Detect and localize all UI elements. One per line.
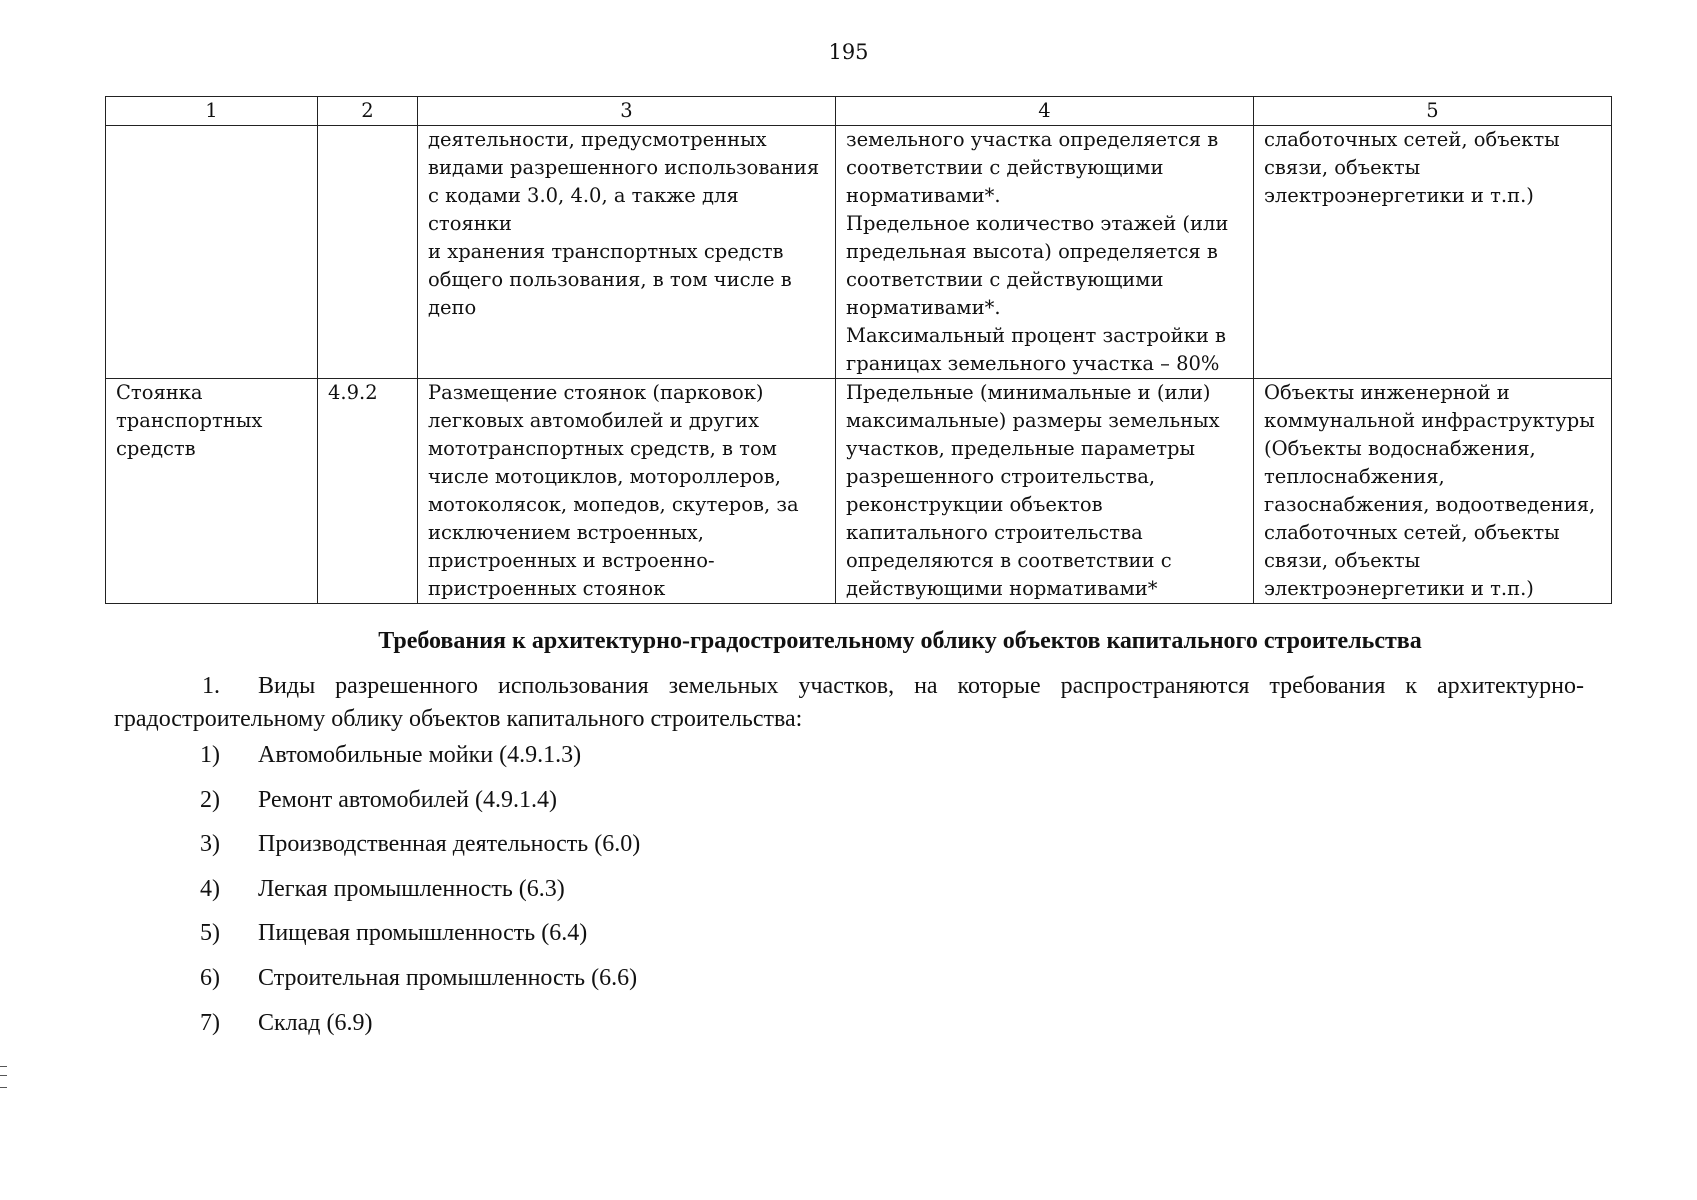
list-item-number: 3) xyxy=(200,831,220,858)
section-heading: Требования к архитектурно-градостроительному облику объектов капитального строительства xyxy=(378,628,1422,654)
list-item-number: 7) xyxy=(200,1009,220,1036)
cell-use-name: Стоянка транспортных средств xyxy=(106,379,318,604)
cell-auxiliary-objects: Объекты инженерной и коммунальной инфраструктуры (Объекты водоснабжения, теплоснабжения, газоснабжения, водоотведения, слаботочных сетей, объекты связи, объекты электроэнергетики и т.п.) xyxy=(1254,379,1612,604)
col-header-2: 2 xyxy=(318,97,418,126)
zoning-table xyxy=(105,96,1612,604)
table-row xyxy=(106,379,1612,604)
col-header-3: 3 xyxy=(418,97,836,126)
list-item-number: 6) xyxy=(200,964,220,991)
list-item xyxy=(0,965,900,1010)
page-number: 195 xyxy=(828,40,869,64)
section-paragraph xyxy=(114,670,1584,736)
paragraph-number: 1. xyxy=(202,673,220,699)
col-header-5: 5 xyxy=(1254,97,1612,126)
paragraph-text: Виды разрешенного использования земельных участков, на которые распространяются требования к архитектурно-градостроительному облику объектов капитального строительства: xyxy=(114,673,1584,732)
list-item-text: Склад (6.9) xyxy=(258,1009,373,1036)
table-header-row xyxy=(106,97,1612,126)
list-item-number: 1) xyxy=(200,742,220,768)
list-item-text: Ремонт автомобилей (4.9.1.4) xyxy=(258,786,558,813)
land-use-list xyxy=(0,742,900,1054)
list-item-text: Легкая промышленность (6.3) xyxy=(258,875,565,902)
table-row xyxy=(106,126,1612,379)
col-header-4: 4 xyxy=(836,97,1254,126)
cell-parameters: земельного участка определяется в соответствии с действующими нормативами*. Предельное количество этажей (или предельная высота) определяется в соответствии с действующими нормативами*. Максимальный процент застройки в границах земельного участка – 80% xyxy=(836,126,1254,379)
list-item-text: Строительная промышленность (6.6) xyxy=(258,964,638,991)
list-item-text: Автомобильные мойки (4.9.1.3) xyxy=(258,742,582,768)
list-item xyxy=(0,831,900,876)
col-header-1: 1 xyxy=(106,97,318,126)
list-item xyxy=(0,787,900,832)
list-item xyxy=(0,1010,900,1055)
list-item-text: Пищевая промышленность (6.4) xyxy=(258,920,588,947)
list-item xyxy=(0,920,900,965)
list-item-number: 2) xyxy=(200,786,220,813)
cell-use-description: Размещение стоянок (парковок) легковых автомобилей и других мототранспортных средств, в том числе мотоциклов, мотороллеров, мотоколясок, мопедов, скутеров, за исключением встроенных, пристроенных и встроенно- пристроенных стоянок xyxy=(418,379,836,604)
cell-use-name xyxy=(106,126,318,379)
list-item-number: 4) xyxy=(200,875,220,902)
cell-parameters: Предельные (минимальные и (или) максимальные) размеры земельных участков, предельные параметры разрешенного строительства, реконструкции объектов капитального строительства определяются в соответствии с действующими нормативами* xyxy=(836,379,1254,604)
margin-mark xyxy=(0,1066,7,1088)
list-item-text: Производственная деятельность (6.0) xyxy=(258,831,641,858)
cell-use-description: деятельности, предусмотренных видами разрешенного использования с кодами 3.0, 4.0, а также для стоянки и хранения транспортных средств общего пользования, в том числе в депо xyxy=(418,126,836,379)
list-item-number: 5) xyxy=(200,920,220,947)
cell-use-code: 4.9.2 xyxy=(318,379,418,604)
cell-auxiliary-objects: слаботочных сетей, объекты связи, объекты электроэнергетики и т.п.) xyxy=(1254,126,1612,379)
list-item xyxy=(0,876,900,921)
cell-use-code xyxy=(318,126,418,379)
list-item xyxy=(0,742,900,787)
